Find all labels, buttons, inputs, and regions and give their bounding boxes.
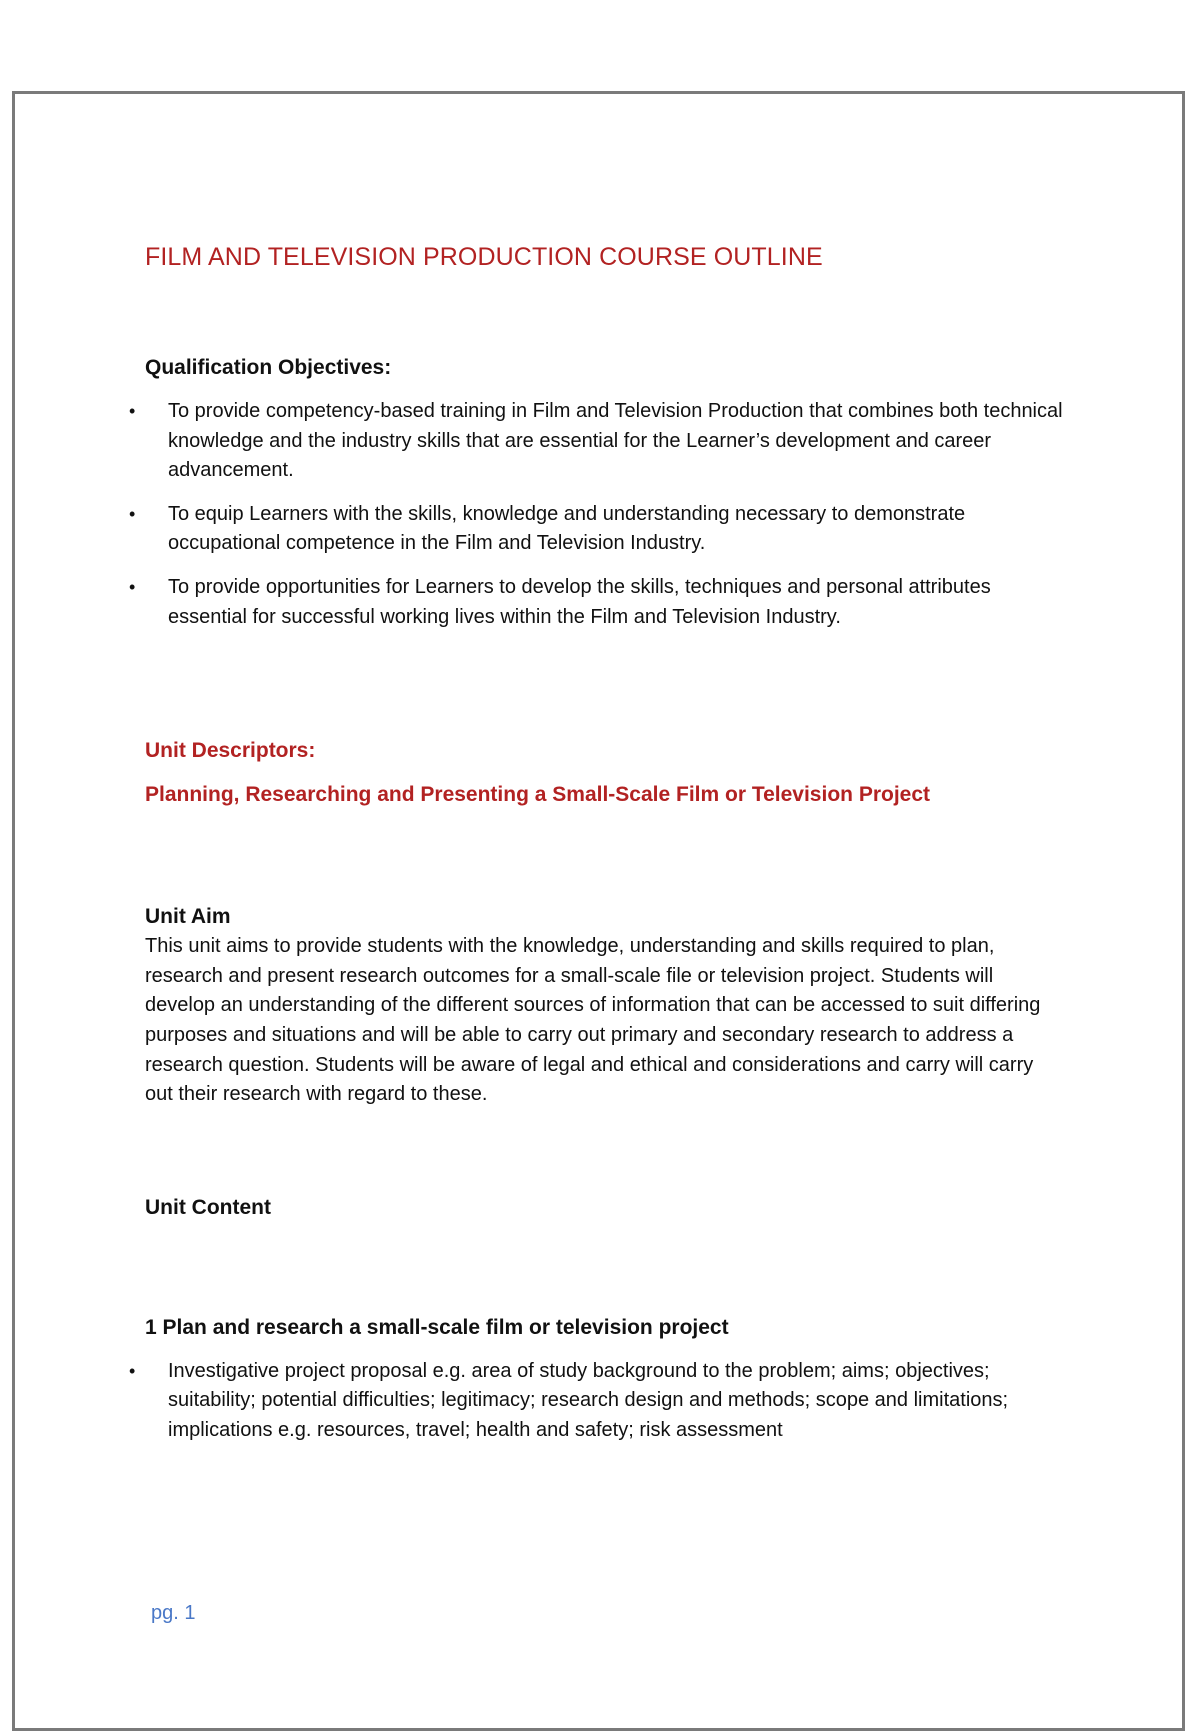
unit-descriptors-heading: Unit Descriptors:: [145, 739, 316, 763]
bullet-icon: •: [129, 576, 136, 597]
list-item-text: Investigative project proposal e.g. area of study background to the problem; aims; objectives; suitability; potential difficulties; legitimacy; research design and methods; scope and limitations; implications e.g. resources, travel; health and safety; risk assessment: [168, 1359, 1009, 1441]
document-title: FILM AND TELEVISION PRODUCTION COURSE OUTLINE: [145, 243, 823, 271]
section-heading: 1 Plan and research a small-scale film or television project: [145, 1315, 729, 1339]
unit-aim-text: This unit aims to provide students with the knowledge, understanding and skills required to plan, research and present research outcomes for a small-scale file or television project. Students will develop an understanding of the different sources of information that can be accessed to suit differing purposes and situations and will be able to carry out primary and secondary research to address a research question. Students will be aware of legal and ethical and considerations and carry will carry out their research with regard to these.: [145, 935, 1041, 1106]
document-body: [129, 238, 1065, 1460]
qualification-objectives-heading: Qualification Objectives:: [145, 356, 392, 379]
page-number: pg. 1: [151, 1602, 196, 1624]
list-item-text: To provide competency-based training in Film and Television Production that combines both technical knowledge and the industry skills that are essential for the Learner’s development and career advancement.: [168, 400, 1063, 482]
list-item: [129, 1357, 1065, 1446]
bullet-icon: •: [129, 1360, 136, 1381]
unit-content-list: [129, 1357, 1065, 1446]
unit-aim-heading: Unit Aim: [145, 905, 231, 929]
list-item-text: To equip Learners with the skills, knowledge and understanding necessary to demonstrate occupational competence in the Film and Television Industry.: [168, 502, 966, 555]
qualification-objectives-list: [129, 397, 1065, 632]
bullet-icon: •: [129, 503, 136, 524]
unit-title-heading: Planning, Researching and Presenting a Small-Scale Film or Television Project: [145, 783, 931, 807]
list-item: [129, 397, 1065, 486]
list-item: [129, 573, 1065, 632]
bullet-icon: •: [129, 401, 136, 421]
list-item: [129, 500, 1065, 559]
unit-content-heading: Unit Content: [145, 1195, 271, 1219]
list-item-text: To provide opportunities for Learners to develop the skills, techniques and personal attributes essential for successful working lives within the Film and Television Industry.: [168, 575, 991, 628]
